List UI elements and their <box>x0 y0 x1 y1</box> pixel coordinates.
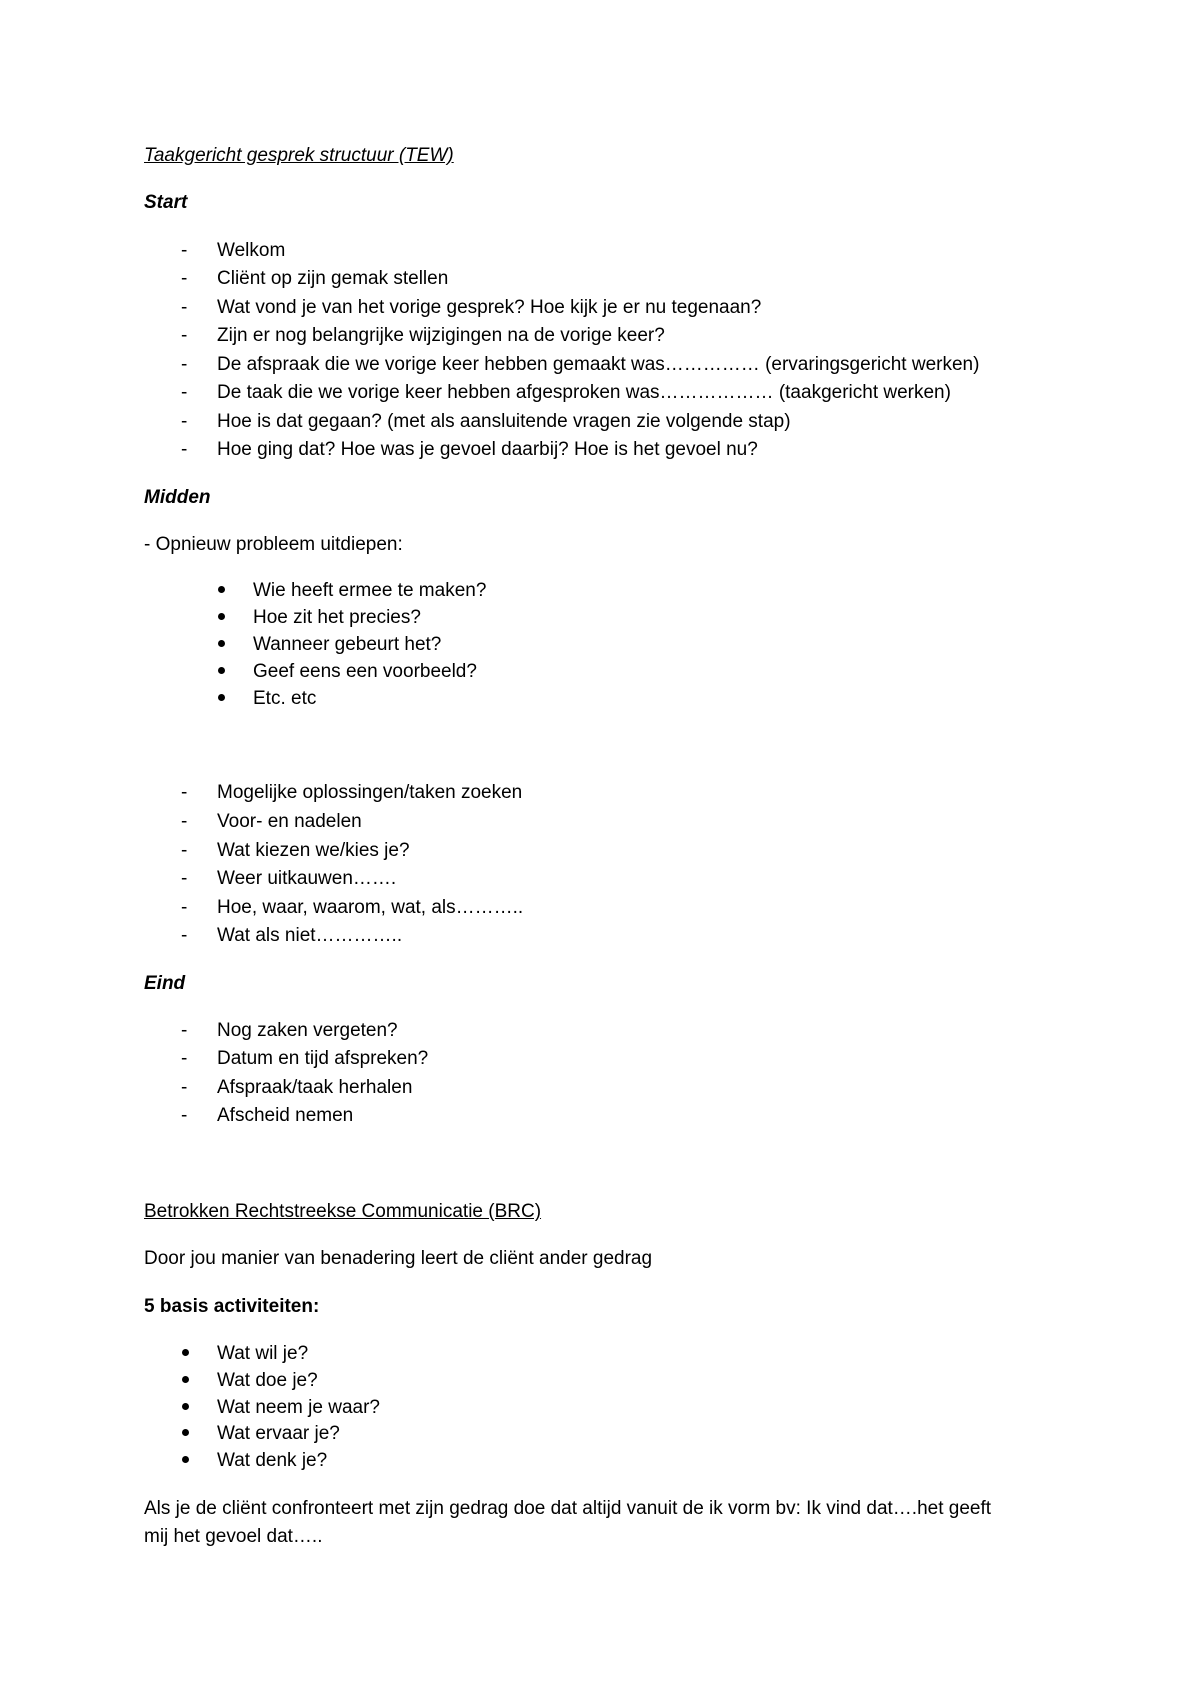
list-item: Hoe zit het precies? <box>253 607 421 628</box>
list-item: Wat doe je? <box>217 1370 318 1391</box>
list-item: Hoe ging dat? Hoe was je gevoel daarbij? Hoe is het gevoel nu? <box>217 439 758 460</box>
list-item: Afscheid nemen <box>217 1105 354 1126</box>
midden-heading: Midden <box>144 487 211 508</box>
brc-title: Betrokken Rechtstreekse Communicatie (BRC) <box>144 1201 542 1222</box>
bullet-icon <box>218 586 225 593</box>
list-item: Cliënt op zijn gemak stellen <box>217 268 449 289</box>
list-dash: - <box>181 411 188 432</box>
list-item: Hoe, waar, waarom, wat, als……….. <box>217 897 524 918</box>
brc-intro: Door jou manier van benadering leert de cliënt ander gedrag <box>144 1248 653 1269</box>
list-item: Welkom <box>217 240 286 261</box>
midden-intro: - Opnieuw probleem uitdiepen: <box>144 534 403 555</box>
bullet-icon <box>182 1376 189 1383</box>
bullet-icon <box>218 694 225 701</box>
list-dash: - <box>181 840 188 861</box>
list-item: Datum en tijd afspreken? <box>217 1048 429 1069</box>
list-dash: - <box>181 354 188 375</box>
list-dash: - <box>181 297 188 318</box>
list-dash: - <box>181 439 188 460</box>
closing-text-line-1: Als je de cliënt confronteert met zijn gedrag doe dat altijd vanuit de ik vorm bv: Ik vind dat….het geeft <box>144 1498 992 1519</box>
list-item: De taak die we vorige keer hebben afgesproken was……………… (taakgericht werken) <box>217 382 951 403</box>
eind-heading: Eind <box>144 973 186 994</box>
list-item: Afspraak/taak herhalen <box>217 1077 413 1098</box>
list-item: Zijn er nog belangrijke wijzigingen na de vorige keer? <box>217 325 665 346</box>
bullet-icon <box>218 640 225 647</box>
bullet-icon <box>182 1429 189 1436</box>
list-item: Wat kiezen we/kies je? <box>217 840 410 861</box>
closing-text-line-2: mij het gevoel dat….. <box>144 1526 323 1547</box>
list-dash: - <box>181 325 188 346</box>
list-dash: - <box>181 811 188 832</box>
list-dash: - <box>181 1020 188 1041</box>
list-dash: - <box>181 268 188 289</box>
start-heading: Start <box>144 192 188 213</box>
list-dash: - <box>181 782 188 803</box>
list-item: Geef eens een voorbeeld? <box>253 661 477 682</box>
list-item: Wat vond je van het vorige gesprek? Hoe kijk je er nu tegenaan? <box>217 297 762 318</box>
list-item: De afspraak die we vorige keer hebben gemaakt was…………… (ervaringsgericht werken) <box>217 354 980 375</box>
list-item: Voor- en nadelen <box>217 811 362 832</box>
bullet-icon <box>182 1349 189 1356</box>
bullet-icon <box>218 613 225 620</box>
list-dash: - <box>181 240 188 261</box>
list-dash: - <box>181 925 188 946</box>
list-item: Wat denk je? <box>217 1450 328 1471</box>
list-item: Etc. etc <box>253 688 317 709</box>
bullet-icon <box>182 1403 189 1410</box>
list-dash: - <box>181 1077 188 1098</box>
list-item: Wie heeft ermee te maken? <box>253 580 487 601</box>
list-item: Wat wil je? <box>217 1343 309 1364</box>
list-item: Hoe is dat gegaan? (met als aansluitende vragen zie volgende stap) <box>217 411 791 432</box>
list-item: Nog zaken vergeten? <box>217 1020 398 1041</box>
list-dash: - <box>181 1048 188 1069</box>
tew-title: Taakgericht gesprek structuur (TEW) <box>144 145 454 166</box>
list-dash: - <box>181 1105 188 1126</box>
list-item: Mogelijke oplossingen/taken zoeken <box>217 782 523 803</box>
list-item: Wanneer gebeurt het? <box>253 634 442 655</box>
list-dash: - <box>181 897 188 918</box>
bullet-icon <box>182 1456 189 1463</box>
list-dash: - <box>181 382 188 403</box>
activities-heading: 5 basis activiteiten: <box>144 1296 320 1317</box>
list-item: Weer uitkauwen……. <box>217 868 397 889</box>
list-dash: - <box>181 868 188 889</box>
bullet-icon <box>218 667 225 674</box>
list-item: Wat ervaar je? <box>217 1423 340 1444</box>
list-item: Wat als niet………….. <box>217 925 403 946</box>
list-item: Wat neem je waar? <box>217 1397 380 1418</box>
